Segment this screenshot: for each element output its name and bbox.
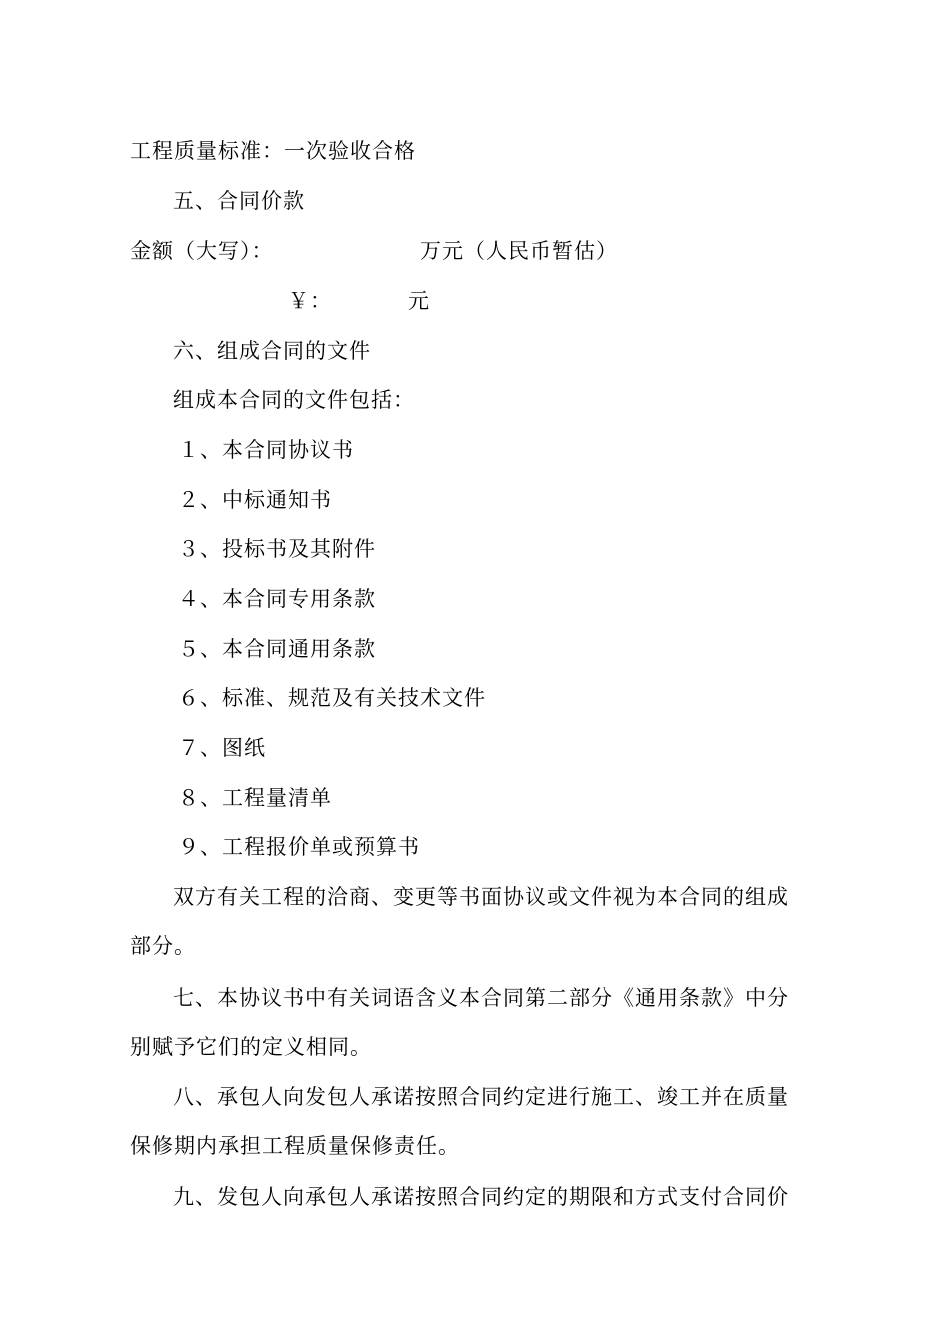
section-5-heading: 五、合同价款 (173, 189, 305, 213)
file-list-item: ４、本合同专用条款 (178, 587, 376, 611)
section-6-heading: 六、组成合同的文件 (173, 339, 371, 363)
file-list-item: ６、标准、规范及有关技术文件 (178, 686, 486, 710)
section-7-line-2: 别赋予它们的定义相同。 (130, 1035, 372, 1059)
section-8-line-1: 八、承包人向发包人承诺按照合同约定进行施工、竣工并在质量 (173, 1085, 789, 1109)
yen-label: ￥： (288, 289, 332, 313)
file-list-item: ２、中标通知书 (178, 488, 332, 512)
file-list-item: ８、工程量清单 (178, 786, 332, 810)
section-8-line-2: 保修期内承担工程质量保修责任。 (130, 1134, 460, 1158)
files-intro-text: 组成本合同的文件包括： (173, 388, 415, 412)
amount-unit: 万元（人民币暂估） (420, 239, 618, 263)
file-list-item: １、本合同协议书 (178, 438, 354, 462)
file-list-item: ３、投标书及其附件 (178, 537, 376, 561)
agreements-paragraph-line-2: 部分。 (130, 934, 196, 958)
file-list-item: ５、本合同通用条款 (178, 637, 376, 661)
amount-label: 金额（大写）： (130, 239, 274, 263)
agreements-paragraph-line-1: 双方有关工程的洽商、变更等书面协议或文件视为本合同的组成 (173, 885, 789, 909)
file-list-item: ９、工程报价单或预算书 (178, 835, 420, 859)
quality-standard-text: 工程质量标准：一次验收合格 (130, 139, 416, 163)
section-9-line-1: 九、发包人向承包人承诺按照合同约定的期限和方式支付合同价 (173, 1185, 789, 1209)
section-7-line-1: 七、本协议书中有关词语含义本合同第二部分《通用条款》中分 (173, 986, 789, 1010)
file-list-item: ７、图纸 (178, 736, 266, 760)
yen-unit: 元 (408, 289, 430, 313)
